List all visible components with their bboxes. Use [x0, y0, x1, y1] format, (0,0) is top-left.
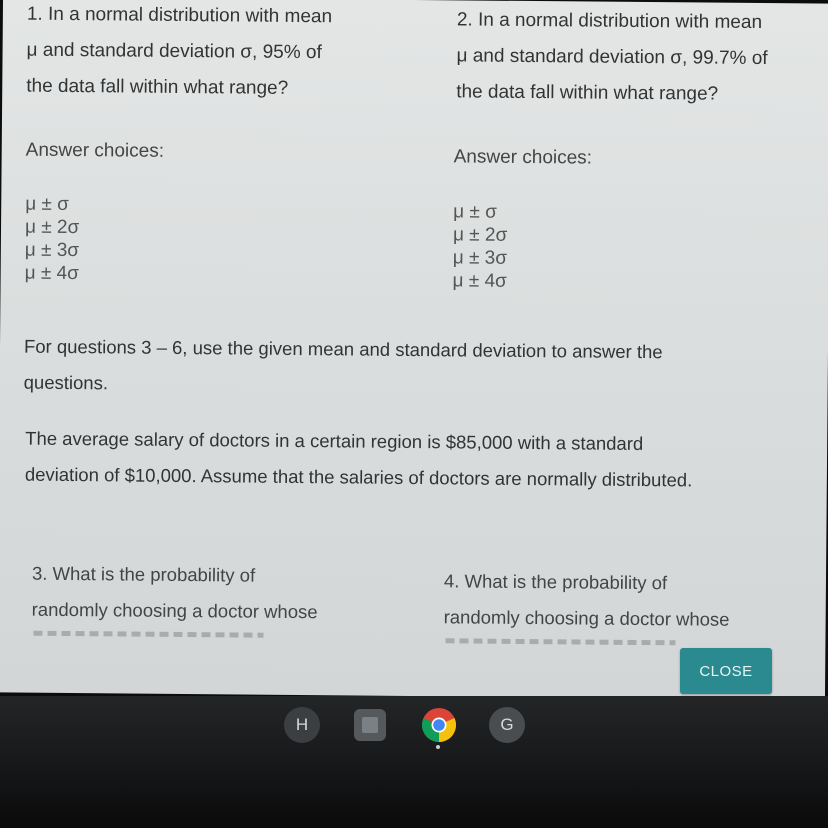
question-2-line: the data fall within what range?	[456, 81, 719, 105]
answer-choice[interactable]: μ ± 3σ	[24, 239, 80, 262]
question-1	[26, 0, 387, 108]
question-4-line: randomly choosing a doctor whose	[443, 606, 730, 630]
answer-choice[interactable]: μ ± 4σ	[24, 262, 79, 285]
chrome-icon[interactable]	[421, 707, 457, 743]
running-indicator	[436, 745, 440, 749]
g-app-letter: G	[500, 715, 514, 734]
question-4	[443, 563, 794, 638]
box-app-icon[interactable]	[354, 709, 386, 741]
h-app-letter: H	[295, 715, 309, 734]
scenario-line: deviation of $10,000. Assume that the salaries of doctors are normally distributed.	[24, 463, 693, 491]
question-1-line: the data fall within what range?	[26, 75, 289, 99]
answer-choices-list-1	[25, 193, 80, 285]
question-3-line: randomly choosing a doctor whose	[31, 598, 318, 623]
question-4-line: 4. What is the probability of	[443, 570, 668, 594]
h-app-icon[interactable]	[284, 707, 320, 743]
question-2-line: 2. In a normal distribution with mean	[456, 9, 763, 34]
scenario-line: The average salary of doctors in a certain region is $85,000 with a standard	[25, 427, 644, 455]
answer-choice[interactable]: μ ± 4σ	[452, 270, 507, 292]
question-2-line: μ and standard deviation σ, 99.7% of	[456, 45, 768, 70]
answer-choice[interactable]: μ ± σ	[453, 201, 497, 223]
answer-choice[interactable]: μ ± 2σ	[452, 224, 508, 246]
question-3-line: 3. What is the probability of	[31, 562, 256, 586]
taskbar-shelf	[0, 696, 828, 828]
answer-choices-list-2	[452, 200, 507, 292]
cut-off-text	[445, 638, 675, 645]
answer-choice[interactable]: μ ± 2σ	[24, 216, 80, 239]
scenario-paragraph	[25, 421, 786, 500]
answer-choice[interactable]: μ ± σ	[25, 193, 70, 215]
answer-choices-label-2: Answer choices:	[453, 146, 593, 169]
box-icon-glyph	[362, 717, 378, 733]
question-1-line: μ and standard deviation σ, 95% of	[26, 39, 322, 64]
question-3	[32, 556, 383, 631]
chrome-icon-glyph	[421, 707, 457, 743]
instructions-paragraph	[24, 329, 765, 407]
answer-choices-label-1: Answer choices:	[25, 139, 165, 162]
question-1-line: 1. In a normal distribution with mean	[26, 3, 333, 28]
instructions-line: For questions 3 – 6, use the given mean and standard deviation to answer the	[23, 335, 663, 363]
answer-choice[interactable]: μ ± 3σ	[452, 247, 508, 269]
cut-off-text	[33, 631, 263, 638]
instructions-line: questions.	[23, 371, 109, 394]
question-2	[456, 2, 827, 113]
close-button[interactable]: CLOSE	[680, 648, 772, 694]
g-app-icon[interactable]	[489, 707, 525, 743]
